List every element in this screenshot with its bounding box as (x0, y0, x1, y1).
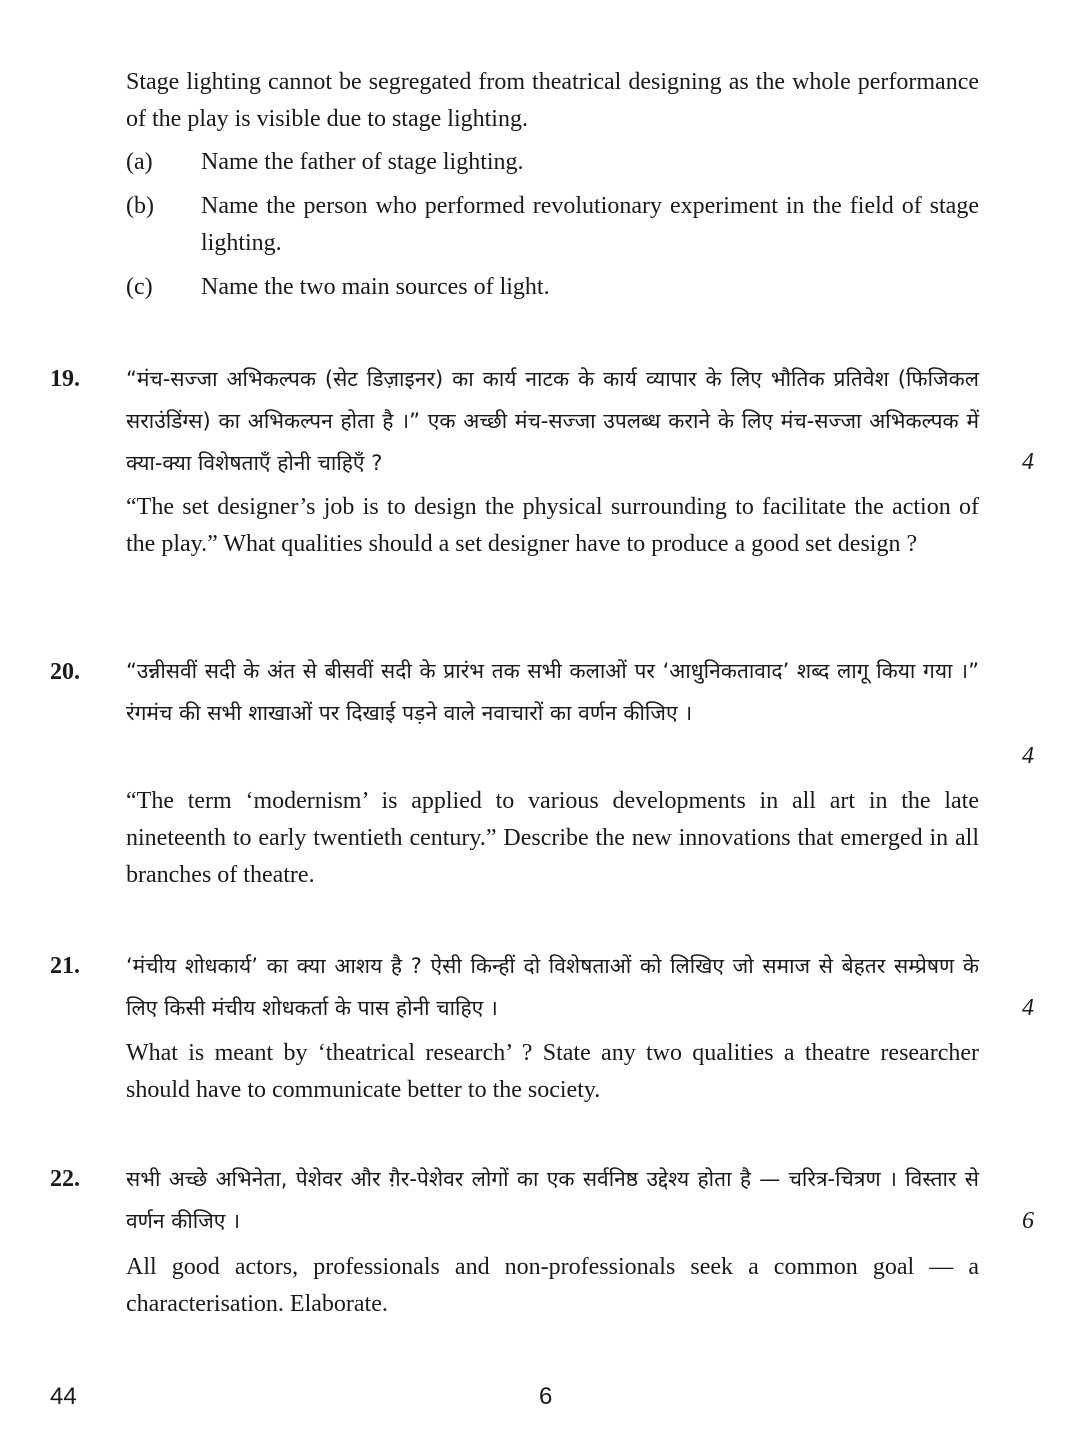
question-22-english: All good actors, professionals and non-professionals seek a common goal — a characterisation. Elaborate. (126, 1254, 979, 1317)
sub-question-text: Name the two main sources of light. (201, 274, 550, 300)
question-number-22: 22. (50, 1166, 80, 1192)
question-number-19: 19. (50, 366, 80, 392)
question-22-hindi: सभी अच्छे अभिनेता, पेशेवर और ग़ैर-पेशेवर लोगों का एक सर्वनिष्ठ उद्देश्य होता है — चरित्र-चित्रण । विस्तार से वर्णन कीजिए । (126, 1167, 979, 1233)
sub-question-text: Name the person who performed revolutionary experiment in the field of stage lighting. (201, 193, 979, 256)
question-number-21: 21. (50, 953, 80, 979)
question-20-hindi: “उन्नीसवीं सदी के अंत से बीसवीं सदी के प्रारंभ तक सभी कलाओं पर ‘आधुनिकतावाद’ शब्द लागू किया गया ।” रंगमंच की सभी शाखाओं पर दिखाई पड़ने वाले नवाचारों का वर्णन कीजिए । (126, 659, 979, 725)
paper-code: 44 (50, 1383, 77, 1410)
question-19-hindi: “मंच-सज्जा अभिकल्पक (सेट डिज़ाइनर) का कार्य नाटक के कार्य व्यापार के लिए भौतिक प्रतिवेश (फिजिकल सराउंडिंग्स) का अभिकल्पन होता है ।” एक अच्छी मंच-सज्जा उपलब्ध कराने के लिए मंच-सज्जा अभिकल्पक में क्या-क्या विशेषताएँ होनी चाहिएँ ? (126, 367, 979, 475)
intro-paragraph: Stage lighting cannot be segregated from theatrical designing as the whole performance of the play is visible due to stage lighting. (126, 69, 979, 132)
question-20-english: “The term ‘modernism’ is applied to various developments in all art in the late nineteenth to early twentieth century.” Describe the new innovations that emerged in all branches of theatre. (126, 788, 979, 888)
sub-question-text: Name the father of stage lighting. (201, 149, 524, 175)
page-number: 6 (539, 1383, 553, 1410)
question-21-hindi: ‘मंचीय शोधकार्य’ का क्या आशय है ? ऐसी किन्हीं दो विशेषताओं को लिखिए जो समाज से बेहतर सम्प्रेषण के लिए किसी मंचीय शोधकर्ता के पास होनी चाहिए । (126, 954, 979, 1020)
question-19-english: “The set designer’s job is to design the physical surrounding to facilitate the action of the play.” What qualities should a set designer have to produce a good set design ? (126, 494, 979, 557)
question-number-20: 20. (50, 659, 80, 685)
question-22-marks: 6 (1022, 1208, 1034, 1234)
question-20-marks: 4 (1022, 743, 1034, 769)
question-21-marks: 4 (1022, 995, 1034, 1021)
sub-question-label: (c) (126, 274, 153, 300)
question-19-marks: 4 (1022, 449, 1034, 475)
sub-question-label: (b) (126, 193, 154, 219)
sub-question-label: (a) (126, 149, 153, 175)
question-21-english: What is meant by ‘theatrical research’ ? State any two qualities a theatre researcher should have to communicate better to the society. (126, 1040, 979, 1103)
